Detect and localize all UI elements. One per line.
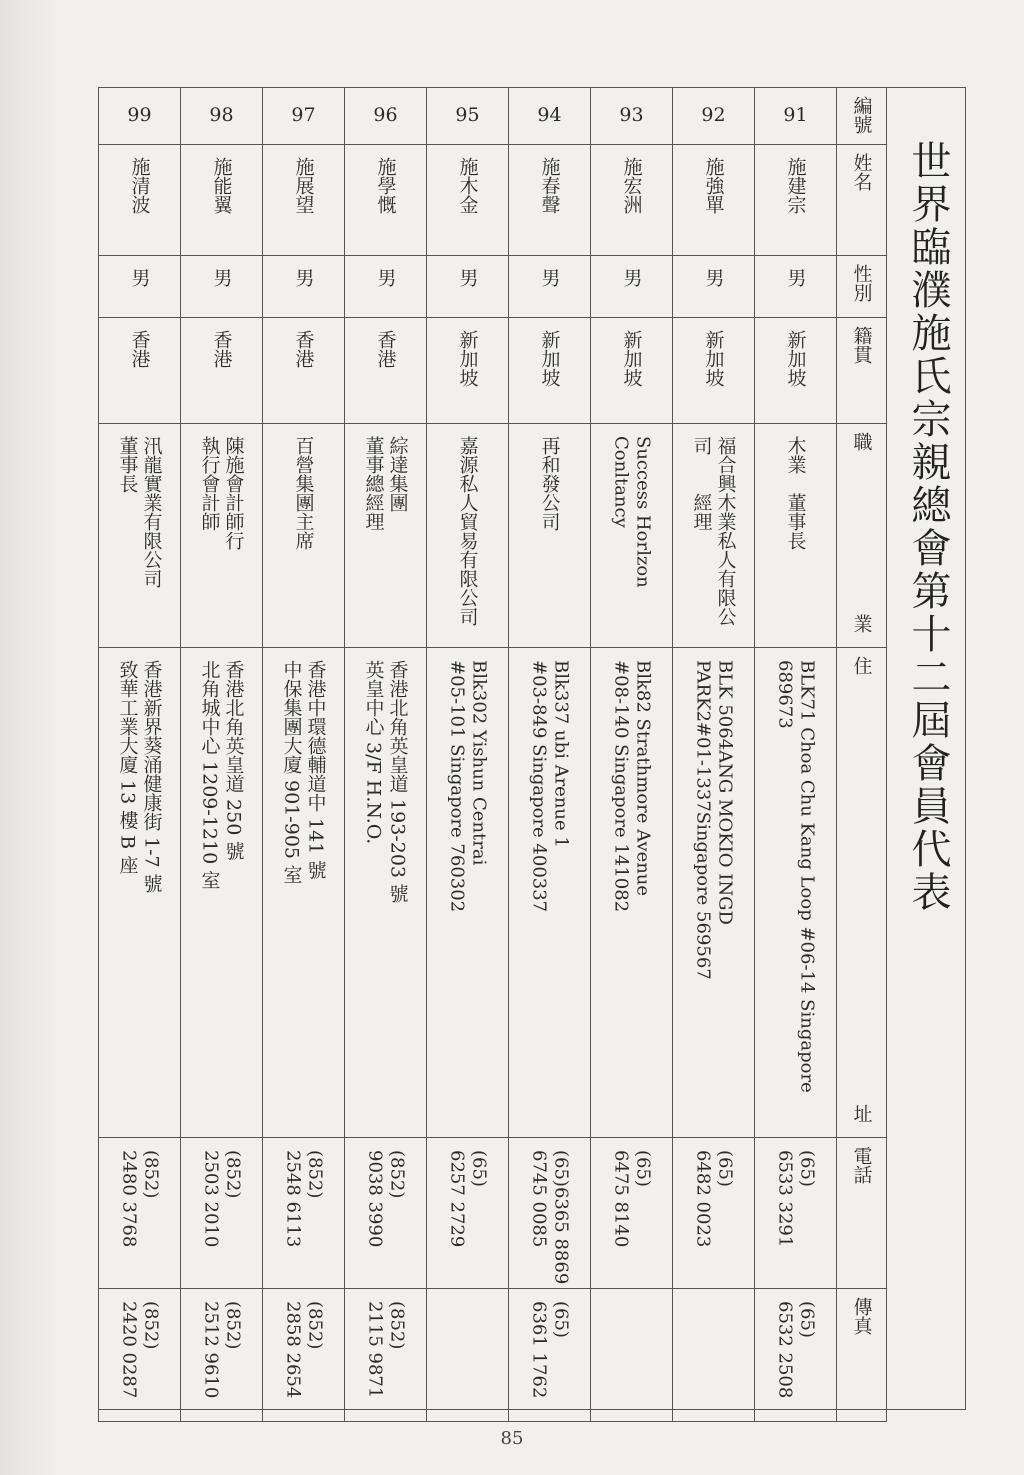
page-title: 世界臨濮施氏宗親總會第十二屆會員代表 [905,140,951,914]
record-name: 施木金 [456,157,479,214]
cell-name [345,145,427,256]
cell-occupation [99,424,181,648]
record-phone: (65) 6257 2729 [446,1150,490,1248]
cell-address [427,648,509,1138]
cell-address [755,648,837,1138]
cell-gender [755,256,837,318]
cell-phone [99,1138,181,1289]
record-phone: (65)6365 8869 6745 0085 [528,1150,572,1285]
cell-gender [509,256,591,318]
record-fax: (852) 2512 9610 [200,1301,244,1399]
record-phone: (65) 6475 8140 [610,1150,654,1248]
record-fax: (65) 6532 2508 [774,1301,818,1399]
field-row-id [99,88,887,145]
record-origin: 香港 [374,330,397,368]
cell-id [181,88,263,145]
record-number: 95 [455,104,480,126]
cell-address [345,648,427,1138]
record-origin: 新加坡 [702,330,725,387]
cell-fax [99,1289,181,1422]
cell-origin [509,318,591,424]
header-label: 址 [850,1104,873,1123]
cell-phone [673,1138,755,1289]
header-id [837,88,887,145]
header-phone [837,1138,887,1289]
record-gender: 男 [292,268,315,287]
header-label: 編號 [850,96,873,134]
cell-fax [427,1289,509,1422]
record-number: 91 [783,104,808,126]
record-name: 施強單 [702,157,725,214]
record-gender: 男 [210,268,233,287]
record-occupation: 福合興木業私人有限公 司 經理 [690,436,737,626]
record-fax: (852) 2858 2654 [282,1301,326,1399]
cell-fax [181,1289,263,1422]
record-occupation: Success Horlzon Conltancy [610,436,654,588]
field-row-address [99,648,887,1138]
cell-gender [427,256,509,318]
field-row-fax [99,1289,887,1422]
page-number: 85 [500,1428,524,1449]
cell-id [263,88,345,145]
record-number: 93 [619,104,644,126]
record-address: Blk337 ubi Arenue 1 #03-849 Singapore 400337 [528,660,572,913]
cell-name [509,145,591,256]
page-edge-shadow [0,0,60,1475]
record-address: 香港中環德輔道中 141 號 中保集團大廈 901-905 室 [280,660,327,885]
header-label: 職 [850,432,873,451]
cell-address [673,648,755,1138]
record-phone: (852) 2480 3768 [118,1150,162,1248]
field-row-origin [99,318,887,424]
record-phone: (65) 6482 0023 [692,1150,736,1248]
cell-occupation [345,424,427,648]
record-number: 98 [209,104,234,126]
cell-id [509,88,591,145]
record-origin: 香港 [292,330,315,368]
cell-fax [755,1289,837,1422]
cell-phone [755,1138,837,1289]
cell-occupation [427,424,509,648]
record-gender: 男 [784,268,807,287]
record-phone: (65) 6533 3291 [774,1150,818,1248]
cell-phone [509,1138,591,1289]
record-occupation: 嘉源私人貿易有限公司 [456,436,479,626]
cell-occupation [263,424,345,648]
cell-phone [591,1138,673,1289]
cell-gender [99,256,181,318]
record-occupation: 綜達集團 董事總經理 [362,436,409,531]
record-address: 香港新界葵涌健康街 1-7 號 致華工業大廈 13 樓 B 座 [116,660,163,893]
record-name: 施建宗 [784,157,807,214]
cell-fax [263,1289,345,1422]
record-address: 香港北角英皇道 193-203 號 英皇中心 3/F H.N.O. [362,660,409,904]
record-occupation: 再和發公司 [538,436,561,531]
record-gender: 男 [538,268,561,287]
cell-address [591,648,673,1138]
header-label: 住 [850,656,873,675]
cell-id [673,88,755,145]
cell-origin [427,318,509,424]
cell-id [99,88,181,145]
record-number: 94 [537,104,562,126]
cell-phone [427,1138,509,1289]
cell-name [181,145,263,256]
cell-occupation [755,424,837,648]
header-name [837,145,887,256]
header-origin [837,318,887,424]
record-name: 施學慨 [374,157,397,214]
cell-occupation [509,424,591,648]
record-occupation: 百營集團主席 [292,436,315,550]
field-row-occupation [99,424,887,648]
record-address: BLK 5064ANG MOKIO INGD PARK2#01-1337Singapore 569567 [692,660,736,980]
record-name: 施清波 [128,157,151,214]
record-origin: 新加坡 [784,330,807,387]
cell-id [591,88,673,145]
cell-occupation [591,424,673,648]
cell-occupation [673,424,755,648]
header-fax [837,1289,887,1422]
record-phone: (852) 2503 2010 [200,1150,244,1248]
cell-fax [509,1289,591,1422]
cell-origin [263,318,345,424]
cell-address [263,648,345,1138]
cell-phone [181,1138,263,1289]
record-fax: (852) 2420 0287 [118,1301,162,1399]
cell-gender [181,256,263,318]
record-gender: 男 [620,268,643,287]
cell-origin [591,318,673,424]
header-label: 電話 [850,1146,873,1184]
record-name: 施宏洲 [620,157,643,214]
header-occupation [837,424,887,648]
cell-fax [345,1289,427,1422]
cell-name [755,145,837,256]
record-occupation: 汛龍實業有限公司 董事長 [116,436,163,588]
record-name: 施能翼 [210,157,233,214]
member-table [98,87,887,1422]
cell-address [99,648,181,1138]
record-origin: 香港 [210,330,233,368]
cell-origin [345,318,427,424]
record-address: BLK71 Choa Chu Kang Loop #06-14 Singapore 689673 [774,660,818,1093]
cell-phone [345,1138,427,1289]
record-gender: 男 [702,268,725,287]
field-row-name [99,145,887,256]
record-phone: (852) 2548 6113 [282,1150,326,1248]
cell-name [673,145,755,256]
header-gender [837,256,887,318]
record-address: Blk302 Yishun Centrai #05-101 Singapore 760302 [446,660,490,913]
field-row-phone [99,1138,887,1289]
cell-fax [591,1289,673,1422]
record-fax: (852) 2115 9871 [364,1301,408,1399]
record-number: 96 [373,104,398,126]
header-label: 籍貫 [850,326,873,364]
record-gender: 男 [456,268,479,287]
record-gender: 男 [374,268,397,287]
cell-origin [181,318,263,424]
header-label: 業 [850,614,873,633]
cell-origin [755,318,837,424]
record-address: Blk82 Strathmore Avenue #08-140 Singapore 141082 [610,660,654,913]
cell-name [263,145,345,256]
record-gender: 男 [128,268,151,287]
record-origin: 新加坡 [620,330,643,387]
record-name: 施展望 [292,157,315,214]
cell-phone [263,1138,345,1289]
record-name: 施春聲 [538,157,561,214]
field-row-gender [99,256,887,318]
cell-gender [345,256,427,318]
cell-id [427,88,509,145]
cell-origin [99,318,181,424]
record-origin: 新加坡 [456,330,479,387]
cell-id [755,88,837,145]
record-occupation: 木業 董事長 [784,436,807,550]
record-fax: (65) 6361 1762 [528,1301,572,1399]
cell-gender [673,256,755,318]
record-address: 香港北角英皇道 250 號 北角城中心 1209-1210 室 [198,660,245,890]
cell-gender [263,256,345,318]
record-occupation: 陳施會計師行 執行會計師 [198,436,245,550]
cell-id [345,88,427,145]
header-label: 傳真 [850,1297,873,1336]
cell-fax [673,1289,755,1422]
header-label: 姓名 [850,153,873,191]
record-number: 97 [291,104,316,126]
record-origin: 香港 [128,330,151,368]
cell-name [99,145,181,256]
cell-address [181,648,263,1138]
record-phone: (852) 9038 3990 [364,1150,408,1248]
cell-address [509,648,591,1138]
cell-origin [673,318,755,424]
cell-occupation [181,424,263,648]
record-number: 99 [127,104,152,126]
cell-name [591,145,673,256]
cell-gender [591,256,673,318]
record-number: 92 [701,104,726,126]
header-address [837,648,887,1138]
record-origin: 新加坡 [538,330,561,387]
header-label: 性別 [850,264,873,302]
cell-name [427,145,509,256]
